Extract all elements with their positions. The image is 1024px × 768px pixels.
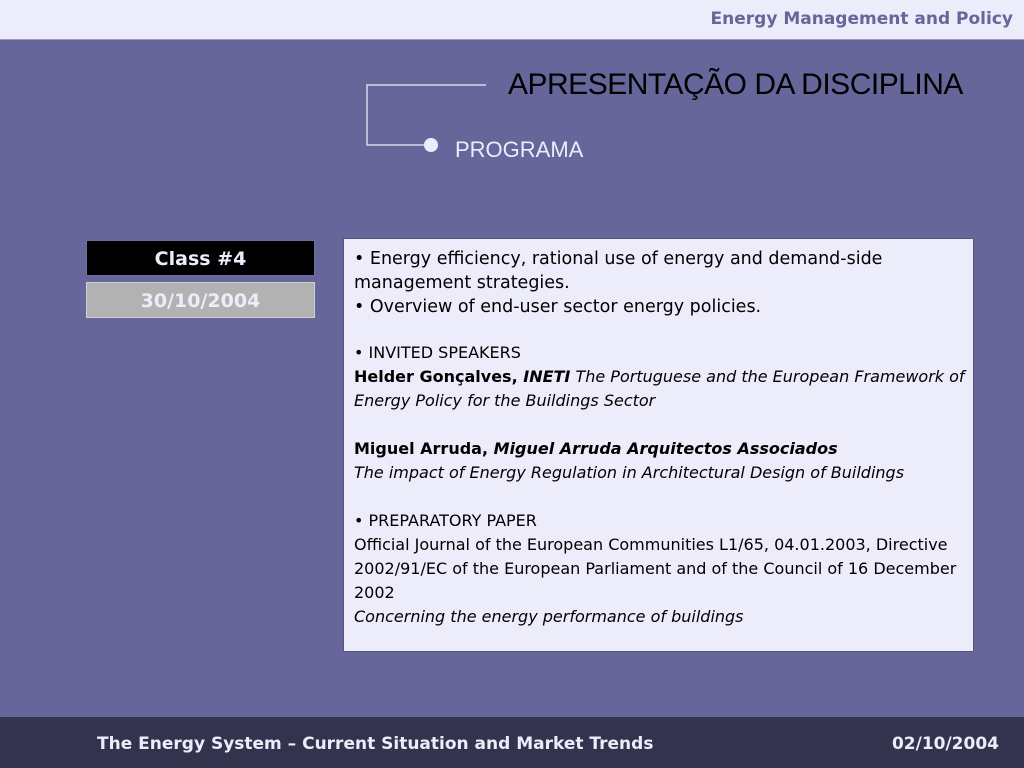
slide-subtitle: PROGRAMA bbox=[455, 137, 584, 162]
speaker-1-organization: INETI bbox=[523, 367, 571, 386]
class-date-label: 30/10/2004 bbox=[86, 282, 315, 318]
invited-speakers-heading: • INVITED SPEAKERS bbox=[354, 343, 521, 362]
footer-date: 02/10/2004 bbox=[891, 734, 999, 754]
bullet-end-user-policies: • Overview of end-user sector energy policies. bbox=[354, 297, 762, 317]
speaker-2-entry bbox=[354, 437, 965, 461]
preparatory-paper-heading: • PREPARATORY PAPER bbox=[354, 511, 537, 530]
speaker-2-organization: Miguel Arruda Arquitectos Associados bbox=[493, 439, 838, 458]
speaker-2-name: Miguel Arruda, bbox=[354, 439, 494, 458]
slide-title: APRESENTAÇÃO DA DISCIPLINA bbox=[508, 68, 963, 101]
footer-presentation-title: The Energy System – Current Situation and Market Trends bbox=[97, 734, 654, 754]
speaker-1-name: Helder Gonçalves, bbox=[354, 367, 524, 386]
preparatory-paper-reference: Official Journal of the European Communities L1/65, 04.01.2003, Directive 2002/91/EC of the European Parliament and of the Council of 16 December 2002 bbox=[354, 535, 957, 602]
preparatory-paper-title: Concerning the energy performance of buildings bbox=[354, 607, 744, 626]
class-number-label: Class #4 bbox=[86, 240, 315, 276]
course-title: Energy Management and Policy bbox=[710, 9, 1013, 29]
bullet-energy-efficiency: • Energy efficiency, rational use of energy and demand-side management strategies. bbox=[354, 249, 883, 293]
speaker-1-talk-title: The Portuguese and the European Framework of Energy Policy for the Buildings Sector bbox=[354, 367, 965, 410]
footer-bar bbox=[0, 717, 1024, 768]
header-bar bbox=[0, 0, 1024, 40]
speaker-1-entry bbox=[354, 365, 965, 413]
speaker-2-talk-title: The impact of Energy Regulation in Architectural Design of Buildings bbox=[354, 463, 905, 482]
content-panel bbox=[343, 238, 974, 652]
